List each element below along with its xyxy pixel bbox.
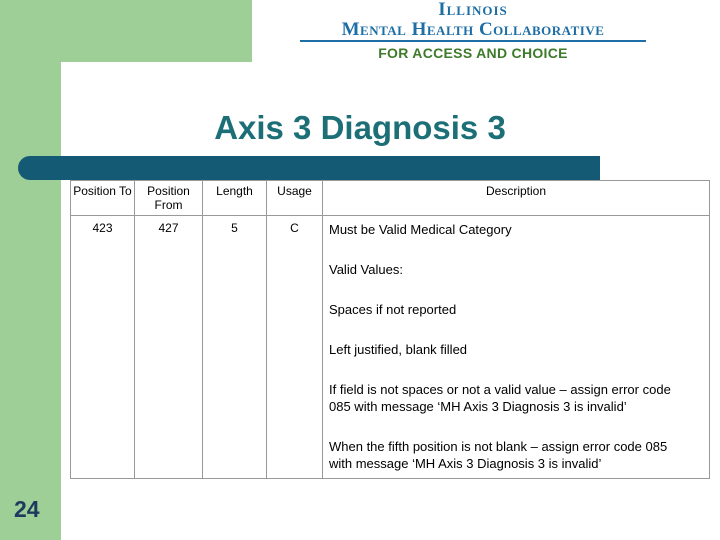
- page-number: 24: [14, 496, 40, 522]
- description-line: Left justified, blank filled: [329, 342, 468, 357]
- description-line: Must be Valid Medical Category: [329, 222, 512, 237]
- description-line: Valid Values:: [329, 262, 403, 277]
- header-length: Length: [203, 181, 267, 216]
- header-position-to: Position To: [71, 181, 135, 216]
- page-title: Axis 3 Diagnosis 3: [214, 109, 506, 146]
- cell-position-to: 423: [71, 216, 135, 479]
- title-bar: [18, 156, 600, 180]
- cell-length: 5: [203, 216, 267, 479]
- frame-corner: [61, 62, 121, 122]
- description-line: Spaces if not reported: [329, 302, 457, 317]
- cell-description: [323, 216, 710, 479]
- cell-usage: C: [267, 216, 323, 479]
- table-row: [71, 216, 710, 479]
- logo: [298, 0, 648, 64]
- logo-line-illinois: Illinois: [438, 0, 508, 20]
- green-frame-left: [0, 0, 61, 540]
- description-line: If field is not spaces or not a valid value – assign error code 085 with message ‘MH Axis 3 Diagnosis 3 is invalid’: [329, 382, 671, 414]
- field-spec-table: [70, 180, 710, 479]
- logo-line-collaborative: Mental Health Collaborative: [341, 19, 605, 40]
- header-usage: Usage: [267, 181, 323, 216]
- header-position-from: Position From: [135, 181, 203, 216]
- description-line: When the fifth position is not blank – assign error code 085 with message ‘MH Axis 3 Diagnosis 3 is invalid’: [329, 439, 668, 471]
- header-description: Description: [323, 181, 710, 216]
- cell-position-from: 427: [135, 216, 203, 479]
- logo-tagline: FOR ACCESS AND CHOICE: [378, 45, 568, 61]
- table-header-row: [71, 181, 710, 216]
